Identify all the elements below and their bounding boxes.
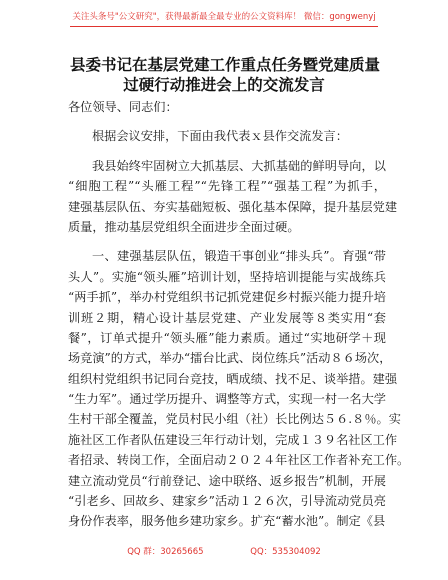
contact-footer: [0, 545, 448, 557]
paragraph-line: 生村干部全覆盖，党员村民小组（社）长比例达５６.８％。实: [68, 412, 401, 427]
paragraph-line: 建立流动党员“行前登记、途中联络、返乡报告”机制，开展: [68, 473, 386, 488]
paragraph-line: 施社区工作者队伍建设三年行动计划，完成１３９名社区工作: [68, 432, 398, 447]
paragraph-line: 餐”，订单式提升“领头雁”能力素质。通过“实地研学＋现: [68, 330, 386, 345]
paragraph-1: [68, 156, 398, 238]
qq-group-text: QQ 群：30265665: [127, 547, 204, 557]
paragraph-line: “生力军”。通过学历提升、调整等方式，实现一村一名大学: [68, 392, 386, 407]
qq-text: QQ：535304092: [250, 547, 321, 557]
intro-paragraph: 根据会议安排，下面由我代表ｘ县作交流发言：: [92, 129, 348, 144]
salutation: 各位领导、同志们：: [68, 100, 178, 114]
paragraph-line: 者招录、转岗工作，全面启动２０２４年社区工作者补充工作。: [68, 453, 410, 468]
document-body: [68, 97, 410, 532]
paragraph-line: “细胞工程”“头雁工程”“先锋工程”“强基工程”为抓手，: [68, 179, 386, 194]
paragraph-line: 身份作表率，服务他乡建功家乡。扩充“蓄水池”。制定《县: [68, 514, 386, 529]
paragraph-line: “两手抓”，举办村党组织书记抓党建促乡村振兴能力提升培: [68, 290, 386, 305]
promo-banner: 关注头条号"公文研究"，获得最新最全最专业的公文资料库！ 微信：gongwenyj: [72, 12, 376, 22]
paragraph-line: “引老乡、回故乡、建家乡”活动１２６次，引导流动党员亮: [68, 494, 386, 509]
paragraph-line: 建强基层队伍、夯实基础短板、强化基本保障，提升基层党建: [68, 199, 398, 214]
paragraph-line: 组织村党组织书记同台竞技，晒成绩、找不足、谈举措。建强: [68, 371, 398, 386]
paragraph-line: 训班２期，精心设计基层党建、产业发展等８类实用“套: [68, 310, 386, 325]
paragraph-line: 一、建强基层队伍，锻造干事创业“排头兵”。育强“带: [92, 249, 386, 264]
banner-divider: [70, 26, 378, 27]
paragraph-line: 我县始终牢固树立大抓基层、大抓基础的鲜明导向，以: [92, 158, 386, 173]
document-title-line-2: 过硬行动推进会上的交流发言: [123, 76, 325, 94]
paragraph-line: 头人”。实施“领头雁”培训计划，坚持培训提能与实战练兵: [68, 269, 386, 284]
paragraph-line: 场竞演”的方式，举办“擂台比武、岗位练兵”活动８６场次，: [68, 351, 392, 366]
paragraph-2: [68, 246, 410, 531]
paragraph-line: 质量，推动基层党组织全面进步全面过硬。: [68, 219, 300, 234]
document-title-line-1: 县委书记在基层党建工作重点任务暨党建质量: [70, 56, 381, 74]
